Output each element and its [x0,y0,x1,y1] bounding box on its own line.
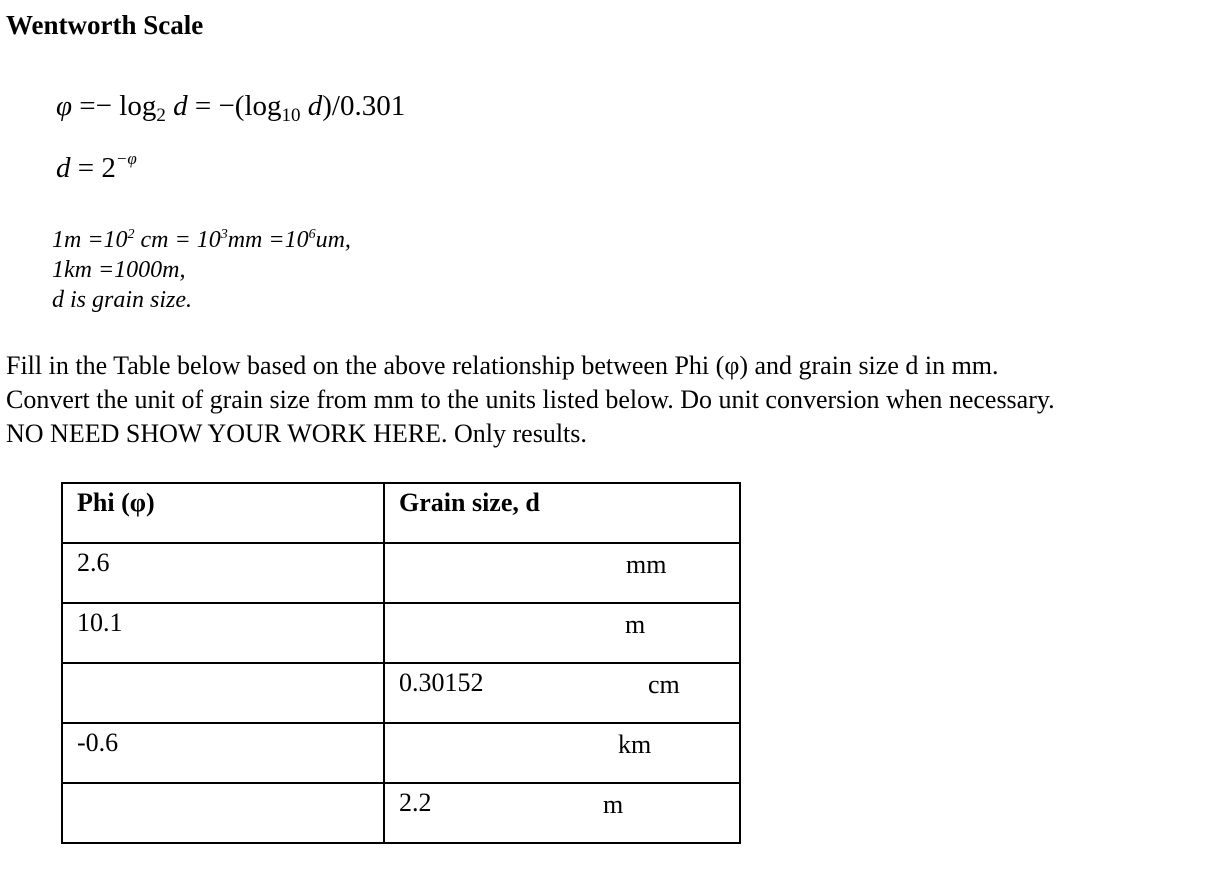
unit-label: m [625,610,646,639]
phi-cell[interactable] [62,663,384,723]
phi-cell[interactable] [62,603,384,663]
d-variable: d [56,152,71,184]
grain-cell[interactable] [384,603,740,663]
d-variable-2: d [307,90,323,122]
equation-phi [56,90,406,126]
unit-label: cm [648,670,680,699]
table-header-row [62,483,740,543]
unit-text: cm = 10 [134,227,221,253]
phi-cell[interactable] [62,723,384,783]
unit-exponent: 6 [308,227,316,242]
unit-exponent: 2 [127,227,135,242]
grain-size-note: d is grain size. [52,287,193,313]
unit-label: km [618,730,652,759]
instruction-line: Fill in the Table below based on the above relationship between Phi (φ) and grain size d in mm. [6,351,999,380]
phi-symbol: φ [56,90,73,122]
phi-cell[interactable] [62,783,384,843]
unit-text: mm =10 [227,227,309,253]
grain-cell[interactable] [384,663,740,723]
log-base-10: 10 [281,105,301,126]
equation-d [56,149,137,185]
table-row [62,543,740,603]
equals-two: = 2 [77,152,116,184]
log-base-2: 2 [156,105,166,126]
grain-cell[interactable] [384,543,740,603]
grain-cell[interactable] [384,783,740,843]
unit-relation-km: 1km =1000m, [52,257,186,283]
instruction-line: NO NEED SHOW YOUR WORK HERE. Only results. [6,419,587,448]
grain-cell[interactable] [384,723,740,783]
phi-cell[interactable] [62,543,384,603]
neg-log-text: −(log [218,90,282,122]
phi-value: -0.6 [77,728,119,757]
phi-value: 10.1 [77,608,123,637]
phi-value: 2.6 [77,548,110,577]
unit-relation-meters [52,225,351,255]
table-row [62,723,740,783]
d-variable: d [173,90,188,122]
table-row [62,603,740,663]
instructions [6,349,1055,451]
page-title: Wentworth Scale [6,10,204,40]
table-row [62,663,740,723]
minus-sign: − [95,90,113,122]
grain-value: 0.30152 [399,668,484,697]
header-text: Phi (φ) [77,488,155,517]
equals-sign: = [79,90,96,122]
table-row [62,783,740,843]
neg-phi-exponent: −φ [115,149,137,168]
header-text: Grain size, d [399,488,540,517]
unit-text: 1m =10 [52,227,128,253]
log-text: log [119,90,157,122]
unit-text: um, [315,227,351,253]
grain-value: 2.2 [399,788,432,817]
equals-sign-2: = [194,90,212,122]
instruction-line: Convert the unit of grain size from mm to the units listed below. Do unit conversion when necessary. [6,385,1055,414]
division-tail: )/0.301 [322,90,406,122]
grain-size-table [61,482,741,844]
header-grain-size [384,483,740,543]
unit-label: mm [626,550,667,579]
header-phi [62,483,384,543]
unit-exponent: 3 [220,227,228,242]
unit-label: m [603,790,624,819]
